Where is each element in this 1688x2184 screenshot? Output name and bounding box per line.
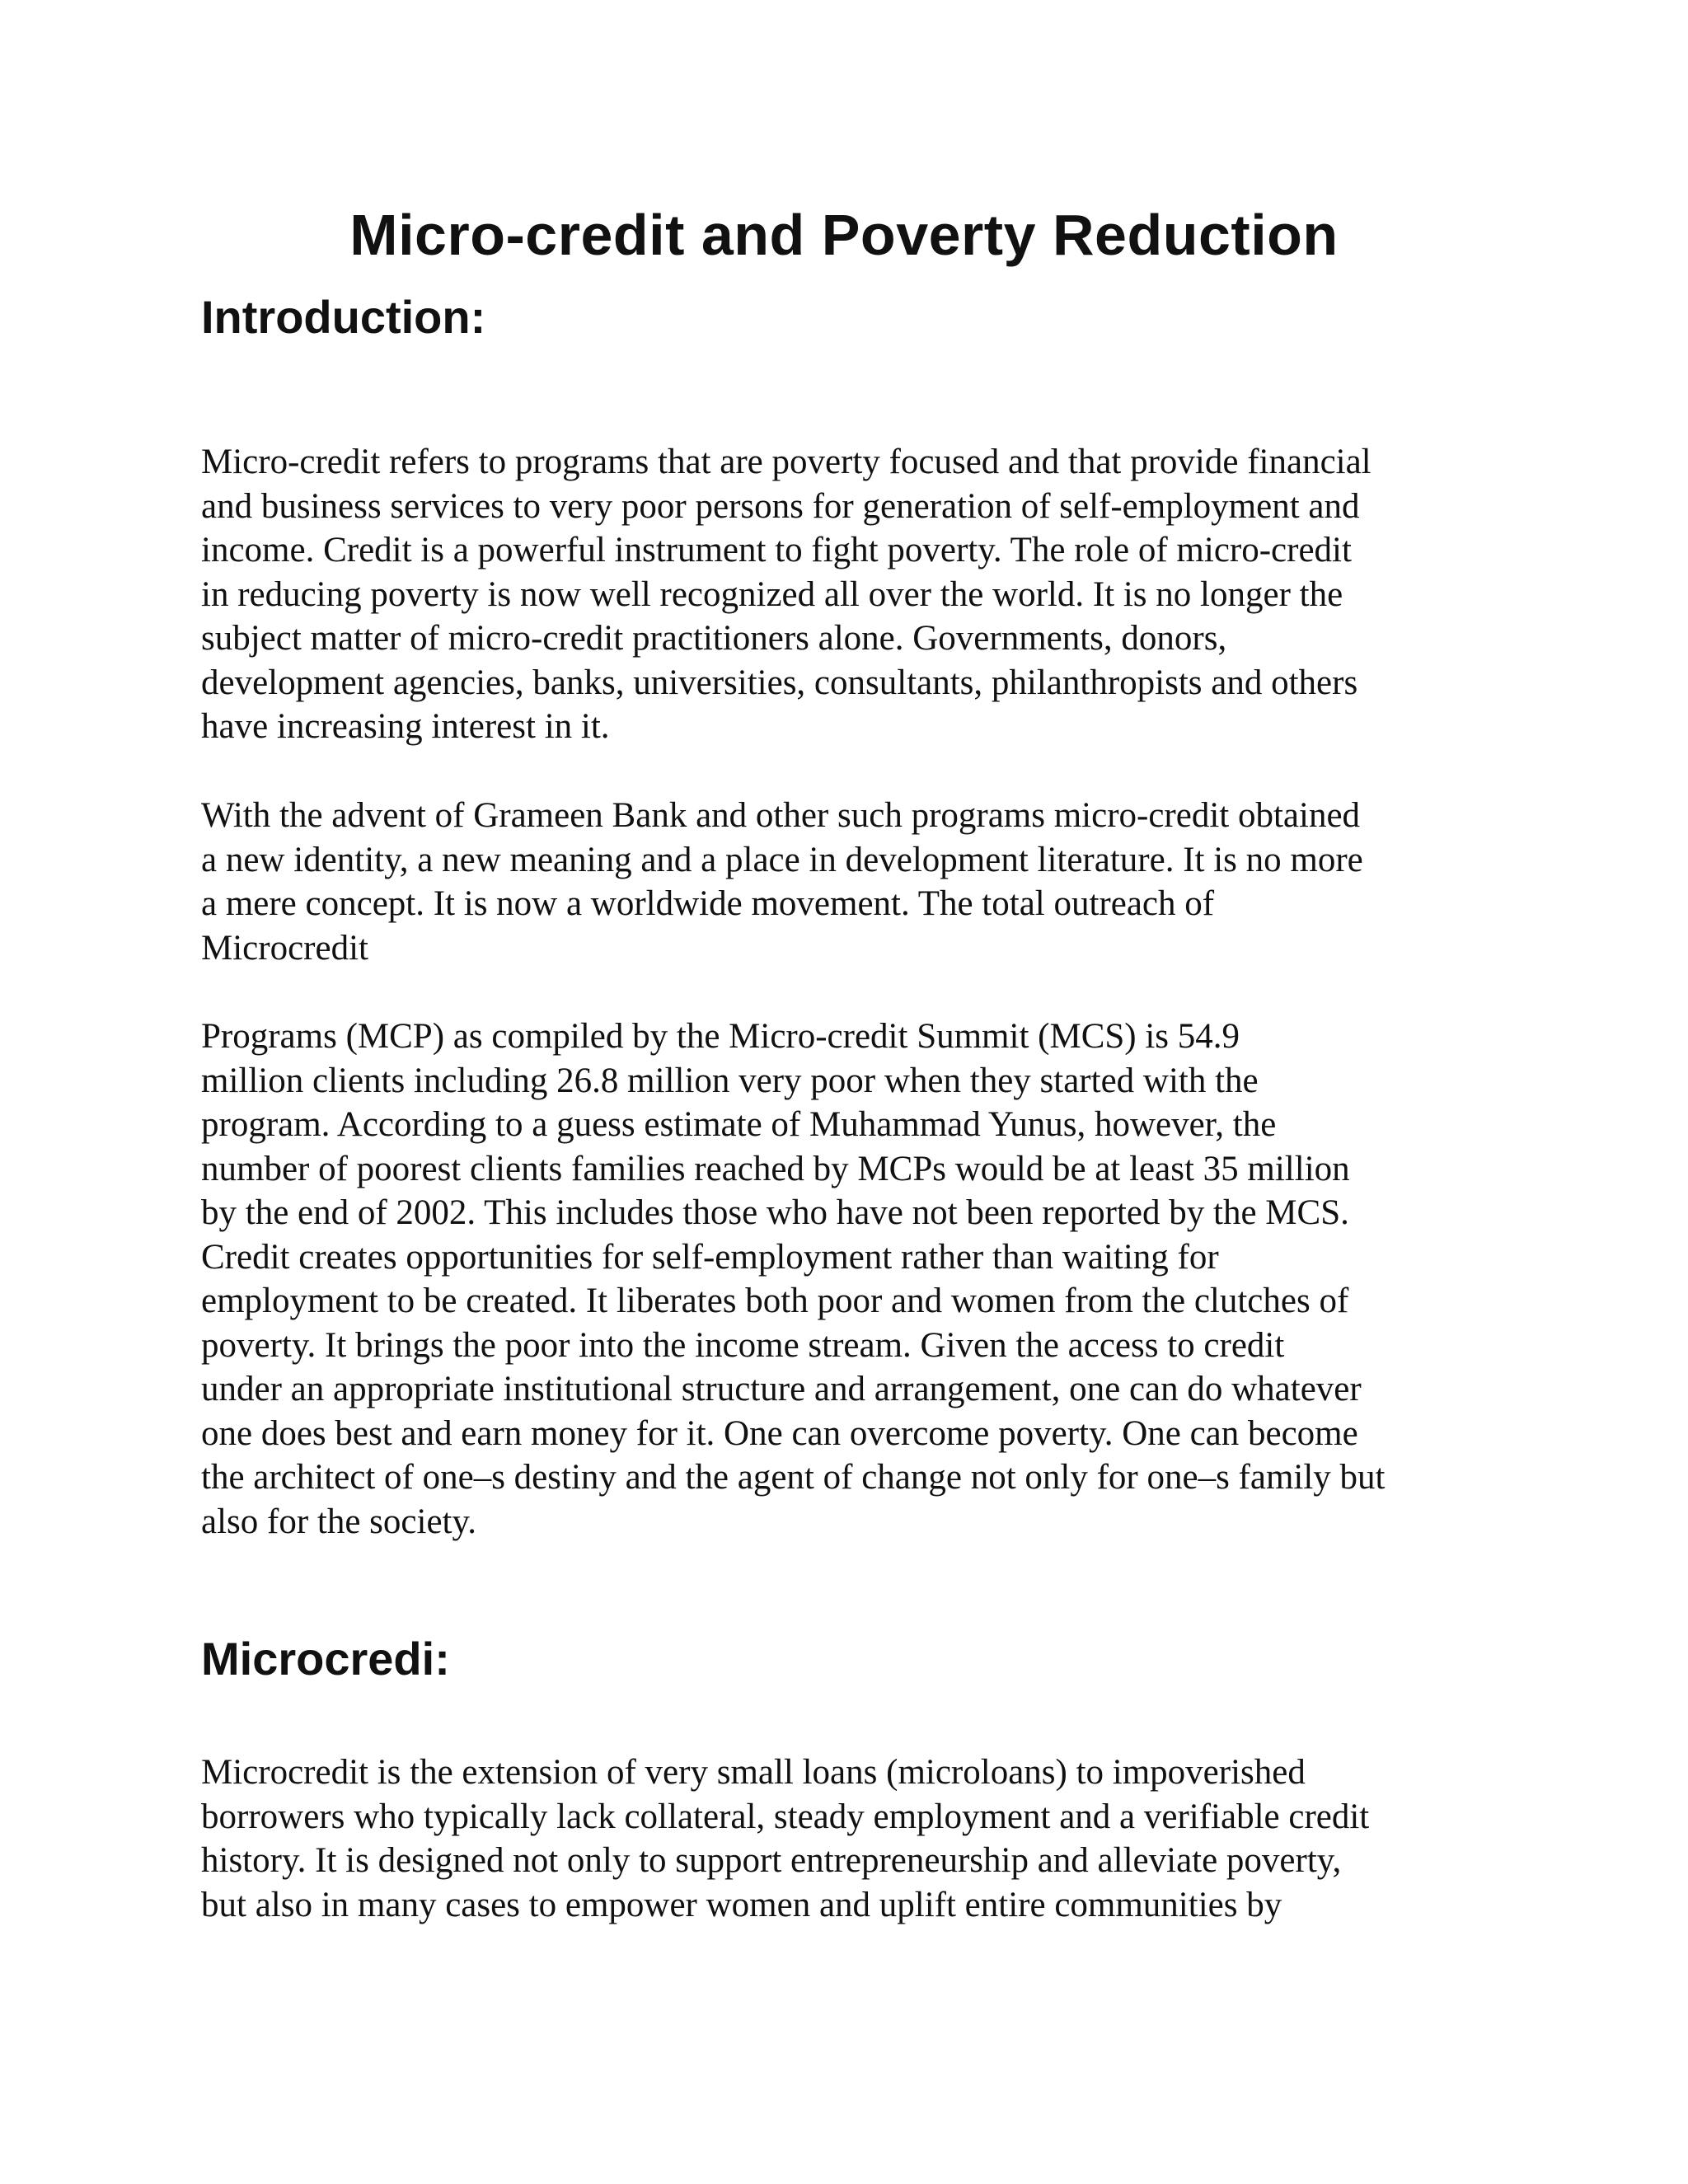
section-heading-introduction: Introduction:: [201, 291, 486, 343]
text-line: Programs (MCP) as compiled by the Micro-credit Summit (MCS) is 54.9: [201, 1017, 1240, 1056]
paragraph-intro-1: [201, 440, 1520, 749]
paragraph-intro-3: [201, 1015, 1520, 1544]
text-line: but also in many cases to empower women and uplift entire communities by: [201, 1885, 1282, 1924]
text-line: Microcredit: [201, 928, 368, 968]
document-title: Micro-credit and Poverty Reduction: [349, 203, 1339, 267]
text-line: number of poorest clients families reached by MCPs would be at least 35 million: [201, 1149, 1350, 1188]
text-line: also for the society.: [201, 1502, 476, 1541]
text-line: a new identity, a new meaning and a place in development literature. It is no more: [201, 840, 1363, 879]
text-line: under an appropriate institutional structure and arrangement, one can do whatever: [201, 1370, 1362, 1408]
text-line: and business services to very poor persons for generation of self-employment and: [201, 486, 1360, 526]
text-line: borrowers who typically lack collateral, steady employment and a verifiable credit: [201, 1797, 1370, 1836]
text-line: history. It is designed not only to support entrepreneurship and alleviate poverty,: [201, 1841, 1342, 1880]
text-line: program. According to a guess estimate of Muhammad Yunus, however, the: [201, 1105, 1277, 1144]
text-line: Credit creates opportunities for self-employment rather than waiting for: [201, 1237, 1219, 1277]
text-line: in reducing poverty is now well recognized all over the world. It is no longer the: [201, 574, 1343, 614]
text-line: the architect of one–s destiny and the agent of change not only for one–s family but: [201, 1458, 1386, 1497]
text-line: income. Credit is a powerful instrument to fight poverty. The role of micro-credit: [201, 531, 1352, 569]
text-line: employment to be created. It liberates both poor and women from the clutches of: [201, 1282, 1349, 1320]
text-line: by the end of 2002. This includes those who have not been reported by the MCS.: [201, 1193, 1349, 1232]
paragraph-intro-2: [201, 794, 1520, 970]
section-heading-microcredi: Microcredi:: [201, 1633, 450, 1685]
text-line: one does best and earn money for it. One can overcome poverty. One can become: [201, 1413, 1358, 1453]
text-line: have increasing interest in it.: [201, 707, 610, 746]
text-line: a mere concept. It is now a worldwide movement. The total outreach of: [201, 884, 1215, 923]
paragraph-microcredit-1: [201, 1750, 1520, 1927]
text-line: With the advent of Grameen Bank and other such programs micro-credit obtained: [201, 796, 1361, 835]
text-line: Microcredit is the extension of very small loans (microloans) to impoverished: [201, 1753, 1306, 1792]
text-line: subject matter of micro-credit practitioners alone. Governments, donors,: [201, 619, 1227, 658]
text-line: Micro-credit refers to programs that are poverty focused and that provide financial: [201, 443, 1372, 481]
text-line: poverty. It brings the poor into the income stream. Given the access to credit: [201, 1325, 1285, 1365]
text-line: million clients including 26.8 million very poor when they started with the: [201, 1061, 1259, 1100]
text-line: development agencies, banks, universities, consultants, philanthropists and others: [201, 663, 1358, 702]
